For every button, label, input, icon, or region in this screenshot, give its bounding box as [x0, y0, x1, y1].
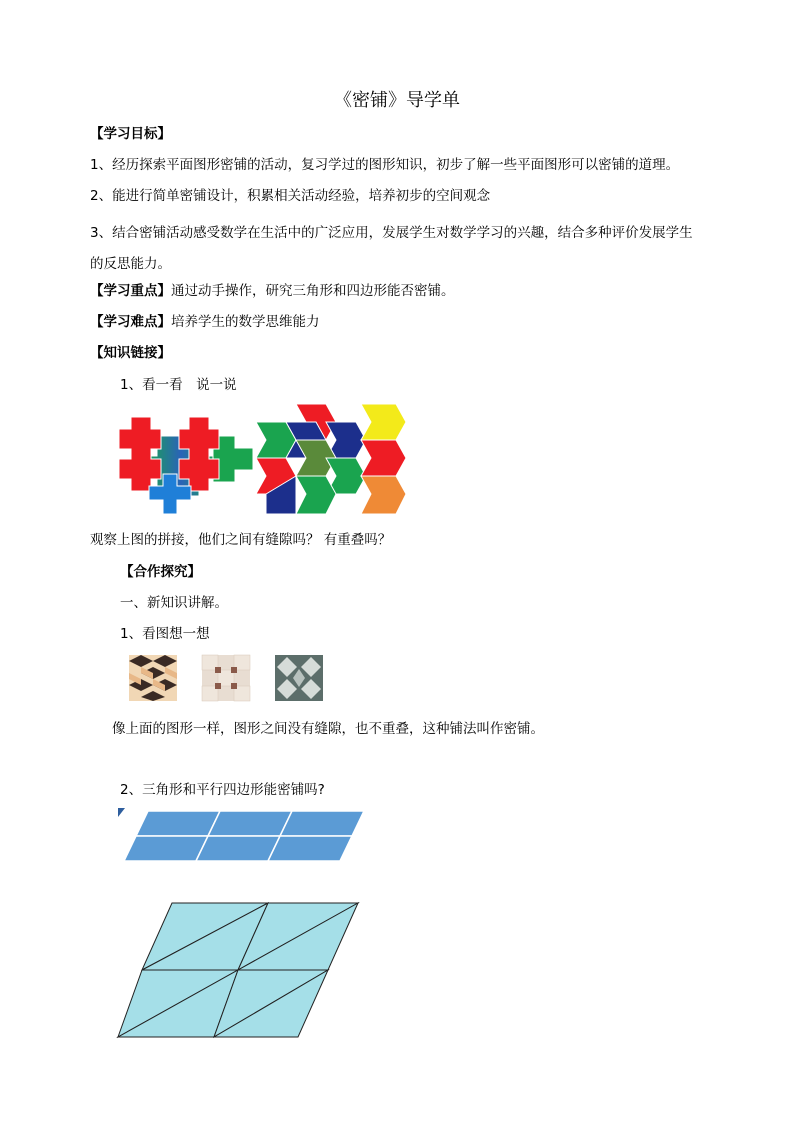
difficulty-text: 培养学生的数学思维能力	[171, 314, 320, 330]
objectives-heading: 【学习目标】	[90, 126, 171, 142]
question-2: 2、三角形和平行四边形能密铺吗?	[120, 782, 325, 798]
chevron-tiling-image	[256, 404, 406, 514]
look-say: 1、看一看 说一说	[120, 377, 237, 393]
tile-photo-cubes	[129, 655, 177, 701]
page-title: 《密铺》导学单	[334, 90, 460, 111]
look-think: 1、看图想一想	[120, 626, 210, 642]
tile-photo-diamonds	[275, 655, 323, 701]
definition-text: 像上面的图形一样，图形之间没有缝隙，也不重叠，这种铺法叫作密铺。	[112, 721, 544, 737]
tile-photo-beige	[202, 655, 250, 701]
objective-1: 1、经历探索平面图形密铺的活动，复习学过的图形知识，初步了解一些平面图形可以密铺的道理。	[90, 157, 680, 173]
objective-3: 3、结合密铺活动感受数学在生活中的广泛应用，发展学生对数学学习的兴趣，结合多种评价发展学生的反思能力。	[90, 225, 693, 272]
key-point-heading: 【学习重点】	[90, 283, 171, 299]
difficulty-heading: 【学习难点】	[90, 314, 171, 330]
key-point	[90, 281, 455, 301]
objective-2: 2、能进行简单密铺设计，积累相关活动经验，培养初步的空间观念	[90, 188, 491, 204]
cross-tiling-image	[117, 412, 257, 517]
new-knowledge: 一、新知识讲解。	[120, 595, 228, 611]
key-point-text: 通过动手操作，研究三角形和四边形能否密铺。	[171, 283, 455, 299]
cooperate-heading: 【合作探究】	[120, 564, 201, 580]
difficulty	[90, 312, 320, 332]
triangle-tiling	[118, 903, 358, 1037]
observe-question: 观察上图的拼接，他们之间有缝隙吗？ 有重叠吗？	[90, 532, 392, 548]
knowledge-heading: 【知识链接】	[90, 345, 171, 361]
parallelogram-tiling	[124, 811, 364, 861]
